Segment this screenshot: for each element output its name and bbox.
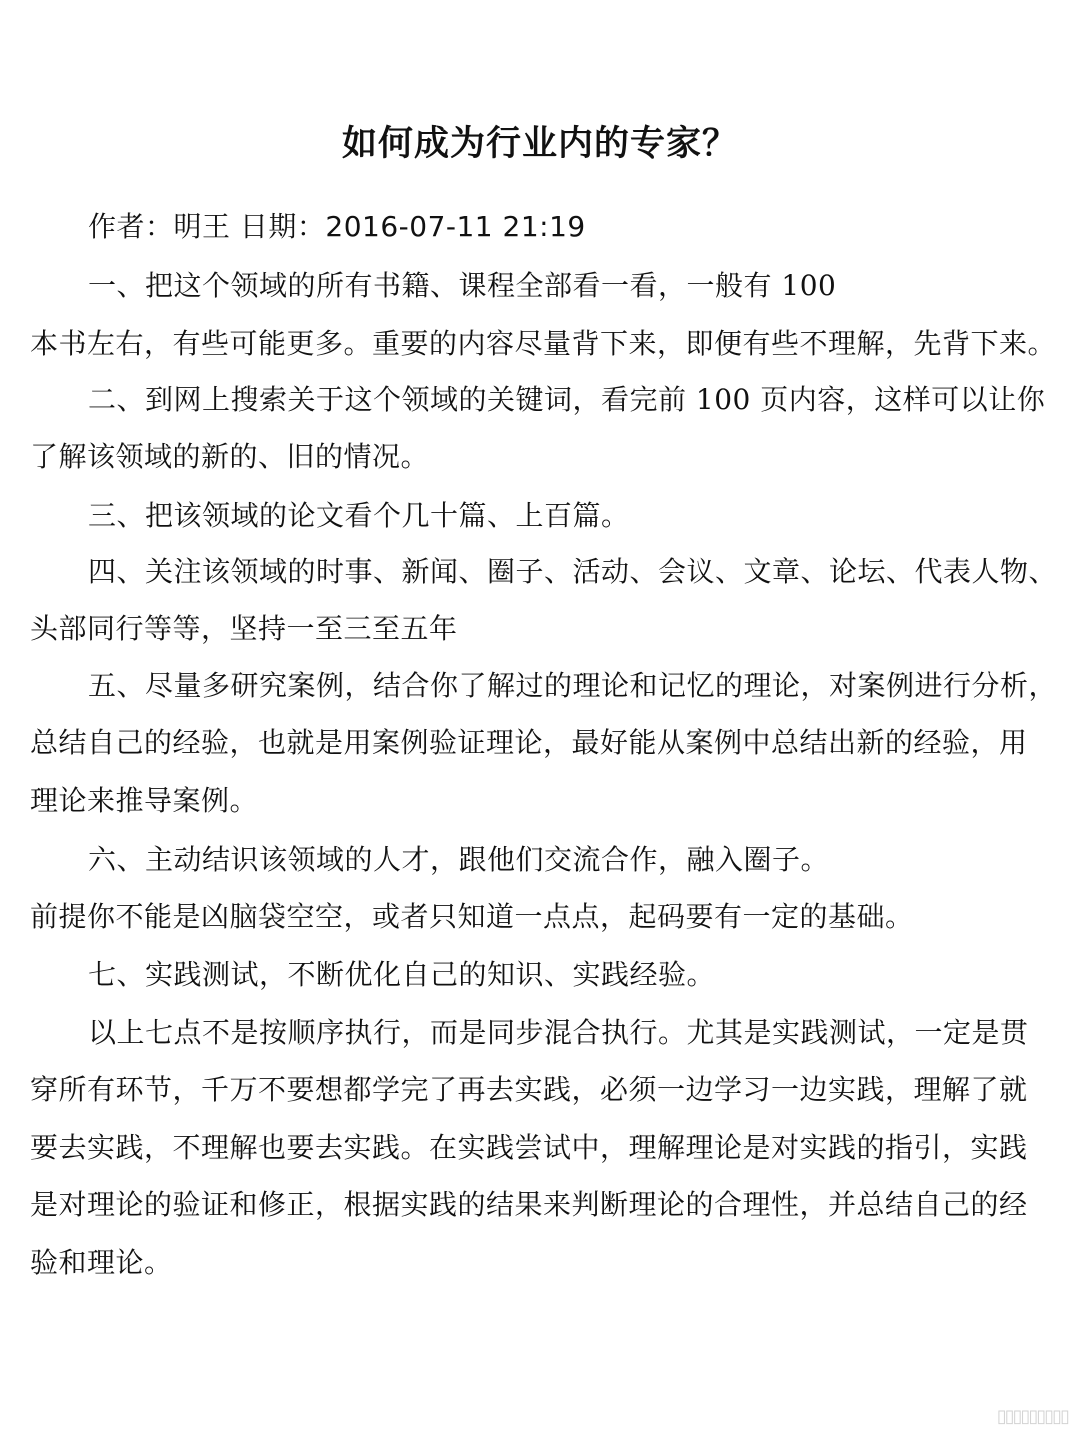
paragraph-1-line-1: 一、把这个领域的所有书籍、课程全部看一看，一般有 100 — [88, 269, 837, 302]
document-title: 如何成为行业内的专家？ — [341, 124, 738, 164]
paragraph-8-line-1: 以上七点不是按顺序执行，而是同步混合执行。尤其是实践测试，一定是贯 — [88, 1016, 1029, 1049]
paragraph-6-line-1: 六、主动结识该领域的人才，跟他们交流合作，融入圈子。 — [88, 843, 830, 876]
paragraph-4-line-1: 四、关注该领域的时事、新闻、圈子、活动、会议、文章、论坛、代表人物、 — [88, 555, 1058, 588]
paragraph-5-line-1: 五、尽量多研究案例，结合你了解过的理论和记忆的理论，对案例进行分析， — [88, 669, 1058, 702]
paragraph-2-line-1: 二、到网上搜索关于这个领域的关键词，看完前 100 页内容，这样可以让你 — [88, 383, 1046, 416]
paragraph-8-line-5: 验和理论。 — [30, 1246, 173, 1279]
paragraph-8-line-3: 要去实践，不理解也要去实践。在实践尝试中，理解理论是对实践的指引，实践 — [30, 1131, 1028, 1164]
document-meta: 作者：明王 日期：2016-07-11 21:19 — [88, 210, 586, 243]
paragraph-5-line-3: 理论来推导案例。 — [30, 784, 259, 817]
paragraph-5-line-2: 总结自己的经验，也就是用案例验证理论，最好能从案例中总结出新的经验，用 — [30, 726, 1028, 759]
paragraph-1-line-2: 本书左右，有些可能更多。重要的内容尽量背下来，即便有些不理解，先背下来。 — [30, 327, 1057, 360]
paragraph-6-line-2: 前提你不能是凶脑袋空空，或者只知道一点点，起码要有一定的基础。 — [30, 900, 914, 933]
paragraph-2-line-2: 了解该领域的新的、旧的情况。 — [30, 440, 430, 473]
watermark: ▯▯▯▯▯▯▯▯▯ — [996, 1405, 1068, 1427]
paragraph-3: 三、把该领域的论文看个几十篇、上百篇。 — [88, 499, 630, 532]
paragraph-8-line-4: 是对理论的验证和修正，根据实践的结果来判断理论的合理性，并总结自己的经 — [30, 1188, 1028, 1221]
paragraph-7: 七、实践测试，不断优化自己的知识、实践经验。 — [88, 958, 716, 991]
paragraph-8-line-2: 穿所有环节，千万不要想都学完了再去实践，必须一边学习一边实践，理解了就 — [30, 1073, 1028, 1106]
paragraph-4-line-2: 头部同行等等，坚持一至三至五年 — [30, 612, 458, 645]
